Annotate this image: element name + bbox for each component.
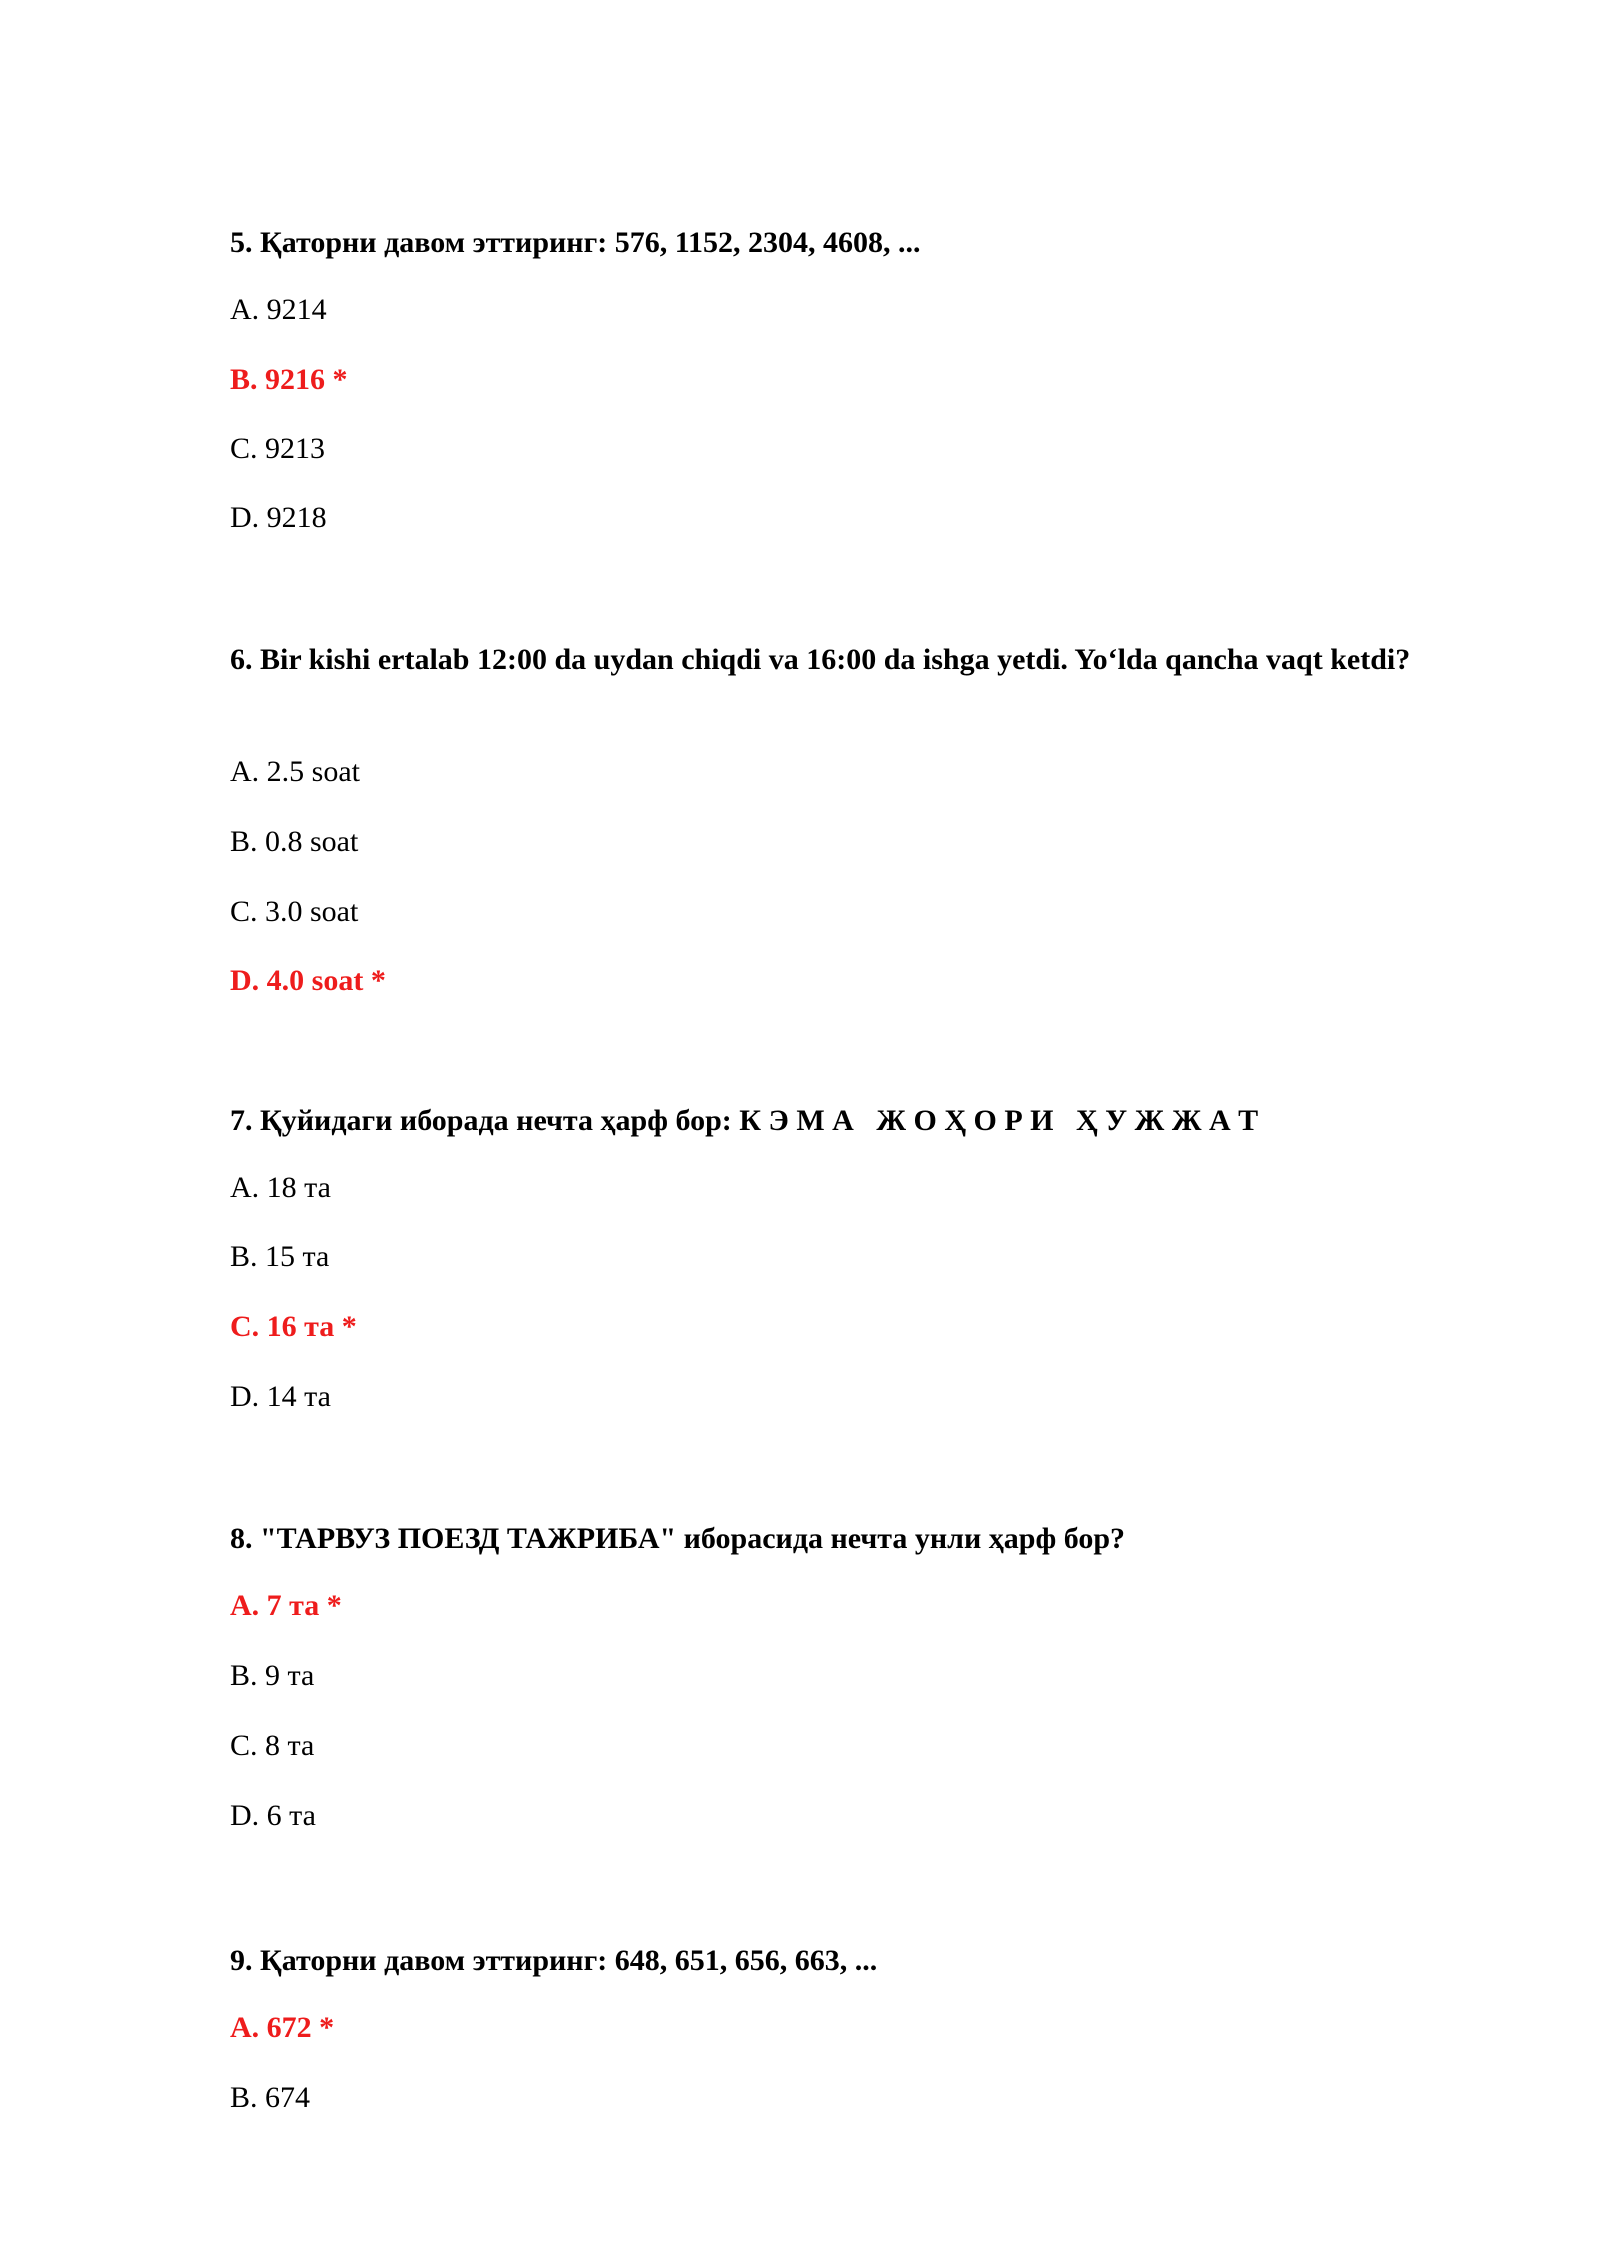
option-a-correct: A. 672 * — [230, 2011, 335, 2044]
option-b: B. 15 та — [230, 1240, 330, 1273]
question-5 — [230, 222, 1430, 534]
option-c: C. 9213 — [230, 432, 326, 465]
question-text: 7. Қуйидаги иборада нечта ҳарф бор: К Э М А Ж О Ҳ О Р И Ҳ У Ж Ж А Т — [230, 1104, 1259, 1137]
option-a-correct: A. 7 та * — [230, 1589, 342, 1622]
option-d: D. 14 та — [230, 1380, 331, 1413]
option-c-correct: C. 16 та * — [230, 1310, 357, 1343]
option-c: C. 3.0 soat — [230, 895, 359, 928]
question-text: 6. Bir kishi ertalab 12:00 da uydan chiqdi va 16:00 da ishga yetdi. Yo‘lda qancha vaqt ketdi? — [230, 643, 1411, 676]
option-d: D. 6 та — [230, 1799, 316, 1832]
question-8 — [230, 1518, 1430, 1832]
option-d: D. 9218 — [230, 501, 327, 534]
option-c: C. 8 та — [230, 1729, 315, 1762]
option-b: B. 674 — [230, 2081, 311, 2114]
question-7 — [230, 1100, 1430, 1413]
option-b: B. 0.8 soat — [230, 825, 359, 858]
option-a: A. 18 та — [230, 1171, 331, 1204]
question-text: 5. Қаторни давом эттиринг: 576, 1152, 2304, 4608, ... — [230, 226, 921, 259]
option-d-correct: D. 4.0 soat * — [230, 964, 386, 997]
question-text: 8. "ТАРВУЗ ПОЕЗД ТАЖРИБА" иборасида нечта унли ҳарф бор? — [230, 1522, 1126, 1555]
question-text: 9. Қаторни давом эттиринг: 648, 651, 656, 663, ... — [230, 1944, 878, 1977]
question-9 — [230, 1940, 1430, 2114]
option-a: A. 9214 — [230, 293, 327, 326]
question-6 — [230, 639, 1430, 997]
option-a: A. 2.5 soat — [230, 755, 360, 788]
option-b: B. 9 та — [230, 1659, 315, 1692]
option-b-correct: B. 9216 * — [230, 363, 348, 396]
